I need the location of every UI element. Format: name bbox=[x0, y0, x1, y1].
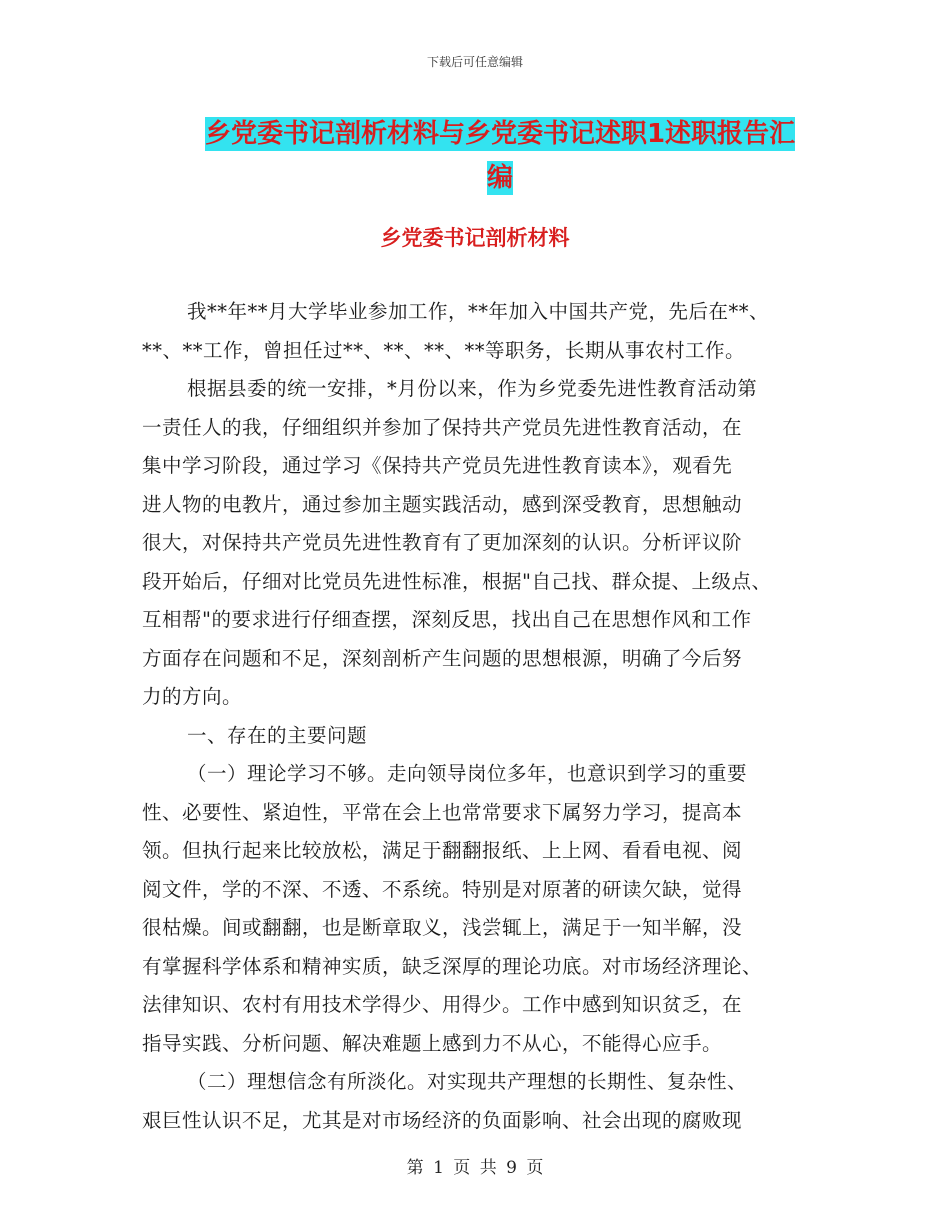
text-line: 段开始后，仔细对比党员先进性标准，根据"自己找、群众提、上级点、 bbox=[142, 569, 772, 593]
text-line: 领。但执行起来比较放松，满足于翻翻报纸、上上网、看看电视、阅 bbox=[142, 839, 743, 862]
heading-line: 一、存在的主要问题 bbox=[187, 723, 368, 747]
text-line: （二）理想信念有所淡化。对实现共产理想的长期性、复杂性、 bbox=[187, 1070, 748, 1093]
document-title-line-1: 乡党委书记剖析材料与乡党委书记述职1述职报告汇 bbox=[204, 119, 796, 149]
page-footer: 第 1 页 共 9 页 bbox=[406, 1158, 544, 1178]
body-text bbox=[142, 293, 814, 1140]
text-line: 根据县委的统一安排，*月份以来，作为乡党委先进性教育活动第 bbox=[187, 377, 758, 400]
text-line: **、**工作，曾担任过**、**、**、**等职务，长期从事农村工作。 bbox=[142, 338, 746, 362]
document-title bbox=[195, 112, 805, 200]
document-title-line-2: 编 bbox=[486, 163, 513, 193]
text-line: 阅文件，学的不深、不透、不系统。特别是对原著的研读欠缺，觉得 bbox=[142, 877, 743, 901]
text-line: 很枯燥。间或翻翻，也是断章取义，浅尝辄上，满足于一知半解，没 bbox=[142, 916, 743, 939]
text-line: 有掌握科学体系和精神实质，缺乏深厚的理论功底。对市场经济理论、 bbox=[142, 954, 763, 978]
text-line: 集中学习阶段，通过学习《保持共产党员先进性教育读本》，观看先 bbox=[142, 454, 733, 477]
text-line: 性、必要性、紧迫性，平常在会上也常常要求下属努力学习，提高本 bbox=[142, 800, 743, 824]
text-line: 很大，对保持共产党员先进性教育有了更加深刻的认识。分析评议阶 bbox=[142, 531, 743, 554]
text-line: 法律知识、农村有用技术学得少、用得少。工作中感到知识贫乏，在 bbox=[142, 993, 743, 1016]
text-line: 方面存在问题和不足，深刻剖析产生问题的思想根源，明确了今后努 bbox=[142, 646, 743, 670]
text-line: 一责任人的我，仔细组织并参加了保持共产党员先进性教育活动，在 bbox=[142, 415, 743, 439]
section-title: 乡党委书记剖析材料 bbox=[380, 226, 570, 250]
header-note: 下载后可任意编辑 bbox=[426, 55, 523, 69]
text-line: 指导实践、分析问题、解决难题上感到力不从心，不能得心应手。 bbox=[142, 1031, 723, 1055]
text-line: 进人物的电教片，通过参加主题实践活动，感到深受教育，思想触动 bbox=[142, 492, 743, 516]
text-line: （一）理论学习不够。走向领导岗位多年，也意识到学习的重要 bbox=[187, 762, 748, 785]
text-line: 我**年**月大学毕业参加工作，**年加入中国共产党，先后在**、 bbox=[187, 300, 770, 323]
text-line: 艰巨性认识不足，尤其是对市场经济的负面影响、社会出现的腐败现 bbox=[142, 1108, 743, 1132]
text-line: 力的方向。 bbox=[142, 685, 243, 708]
text-line: 互相帮"的要求进行仔细查摆，深刻反思，找出自己在思想作风和工作 bbox=[142, 608, 752, 631]
